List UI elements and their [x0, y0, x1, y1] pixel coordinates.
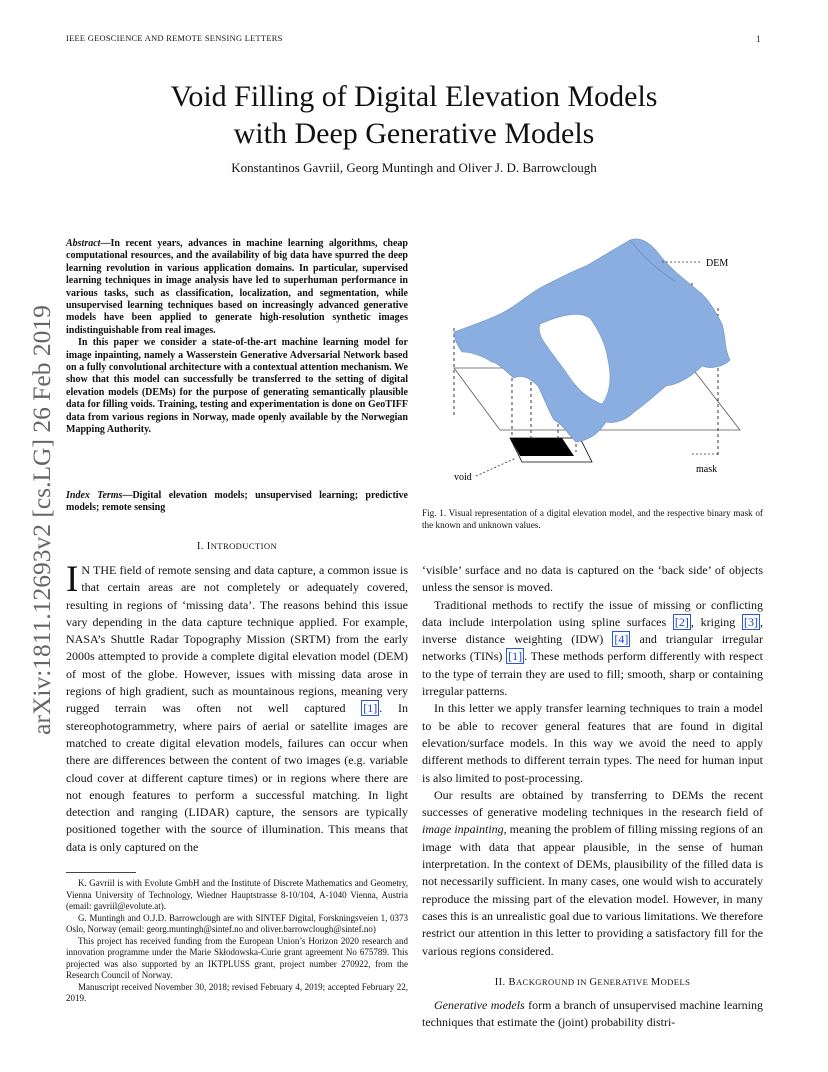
page-number: 1 [756, 34, 761, 44]
footnote-funding: This project has received funding from the European Union’s Horizon 2020 research and innovation programme under the Marie Skłodowska-Curie grant agreement No 675789. This projected was also supported by an IKTPLUSS grant, project number 270922, from the Research Council of Norway. [66, 935, 408, 980]
introduction-text [66, 559, 408, 856]
footnote-rule [66, 872, 136, 873]
section-number: I. [196, 541, 207, 552]
right-paragraph-4: Generative models form a branch of unsupervised machine learning techniques that estimate the (joint) probability distri- [422, 998, 763, 1030]
mask-label: mask [696, 464, 718, 475]
index-terms-label: Index Terms [66, 490, 123, 501]
right-paragraph-1: Traditional methods to rectify the issue of missing or conflicting data include interpolation using spline surfaces [2] , kriging [3] , inverse distance weighting (IDW) [4] and triangular irregular networks (TINs) [1] . These methods perform differently with respect to the type of terrain they are used to fill; smooth, sharp or containing irregular patterns. [422, 597, 763, 699]
citation-link[interactable]: [1] [508, 649, 523, 664]
section-heading-background: II. BACKGROUND IN GENERATIVE MODELS [494, 976, 691, 988]
citation-link[interactable]: [1] [363, 701, 378, 716]
drop-cap: I [66, 559, 79, 600]
citation-link[interactable]: [3] [744, 614, 758, 629]
author-list: Konstantinos Gavriil, Georg Muntingh and Oliver J. D. Barrowclough [231, 160, 597, 175]
dem-figure [430, 228, 760, 500]
abstract [66, 238, 408, 437]
index-terms-text: —Digital elevation models; unsupervised learning; predictive models; remote sensing [66, 490, 408, 514]
abstract-paragraph-1: —In recent years, advances in machine learning algorithms, cheap computational resources, and the availability of big data have spurred the deep learning revolution in various application domains. In particular, supervised learning techniques in image analysis have led to superhuman performance in various tasks, such as classification, localization, and segmentation, while unsupervised learning techniques based on increasingly advanced generative models have been applied to generate high-resolution synthetic images indistinguishable from real images. [66, 238, 408, 336]
footnote-manuscript-dates: Manuscript received November 30, 2018; revised February 4, 2019; accepted February 22, 2019. [66, 981, 408, 1003]
void-label: void [454, 472, 472, 483]
right-paragraph-0: ‘visible’ surface and no data is captured on the ‘back side’ of objects unless the sensor is moved. [422, 563, 763, 595]
right-column-text [422, 562, 763, 1032]
section-heading-introduction [66, 541, 408, 552]
footnote-affiliation-1: K. Gavriil is with Evolute GmbH and the Institute of Discrete Mathematics and Geometry, Vienna University of Technology, Wiedner Hauptstrasse 8-10/104, A-1040 Vienna, Austria (email: gavriil@evolute.at). [66, 878, 408, 911]
paper-title [60, 78, 768, 152]
footnote-affiliation-2: G. Muntingh and O.J.D. Barrowclough are with SINTEF Digital, Forskningsveien 1, 0373 Oslo, Norway (email: georg.muntingh@sintef.no and oliver.barrowclough@sintef.no) [66, 912, 408, 934]
footnotes [66, 878, 408, 1005]
emphasis-image-inpainting: image inpainting [422, 822, 504, 837]
dem-label: DEM [706, 258, 729, 269]
section-title-rest: NTRODUCTION [210, 541, 278, 551]
section-title-cap: I [206, 541, 211, 552]
right-paragraph-3: Our results are obtained by transferring to DEMs the recent successes of generative modeling techniques in the research field of image inpainting, meaning the problem of filling missing regions of an image with data that appear plausible, in the sense of human interpretation. In the context of DEMs, plausibility of the filled data is not necessarily sufficient. In many cases, one would wish to accurately reproduce the missing part of the elevation model. However, in many cases this is an unrealistic goal due to various limitations. We therefore restrict our attention in this letter to providing a satisfactory fill for the various regions considered. [422, 787, 763, 958]
void-leader-line [476, 458, 516, 476]
journal-header: IEEE GEOSCIENCE AND REMOTE SENSING LETTERS [66, 34, 283, 43]
void-mask-square [510, 438, 574, 456]
abstract-label: Abstract [66, 238, 101, 249]
arxiv-stamp: arXiv:1811.12693v2 [cs.LG] 26 Feb 2019 [27, 305, 56, 735]
title-line-2: with Deep Generative Models [233, 117, 595, 150]
abstract-paragraph-2: In this paper we consider a state-of-the-art machine learning model for image inpainting, namely a Wasserstein Generative Adversarial Network based on a fully convolutional architecture with a contextual attention mechanism. We show that this model can successfully be transferred to the setting of digital elevation models (DEMs) for the purpose of generating semantically plausible data for filling voids. Training, testing and experimentation is done on GeoTIFF data from various regions in Norway, made openly available by the Norwegian Mapping Authority. [66, 337, 408, 436]
citation-link[interactable]: [4] [614, 632, 629, 647]
intro-text-b: . In stereophotogrammetry, where pairs of aerial or satellite images are matched to create digital elevation models, failures can occur when there are differences between the content of two images (e.g. variable cloud cover at different capture times) or in regions where there are not enough features to perform a successful matching. In light detection and ranging (LIDAR) capture, the sensors are typically positioned together with the source of illumination. This means that data is only captured on the [66, 701, 408, 854]
emphasis-generative-models: Generative models [434, 998, 525, 1013]
index-terms [66, 490, 408, 515]
title-line-1: Void Filling of Digital Elevation Models [170, 80, 658, 113]
intro-text-a: N THE field of remote sensing and data capture, a common issue is that certain areas are not completely or adequately covered, resulting in regions of ‘missing data’. The reasons behind this issue vary depending in the data capture technique applied. For example, NASA’s Shuttle Radar Topography Mission (SRTM) from the early 2000s attempted to provide a complete digital elevation model (DEM) of most of the globe. However, issues with missing data arose in regions of high gradient, such as mountainous regions, meaning very rugged terrain was often not well captured [66, 563, 408, 716]
right-paragraph-2: In this letter we apply transfer learning techniques to train a model to be able to recover general features that are found in digital elevation/surface models. In this way we avoid the need to apply different methods to different terrain types. The need for human input is also limited to post-processing. [422, 701, 763, 785]
citation-link[interactable]: [2] [674, 614, 689, 629]
figure-caption: Fig. 1. Visual representation of a digital elevation model, and the respective binary mask of the known and unknown values. [422, 508, 763, 530]
